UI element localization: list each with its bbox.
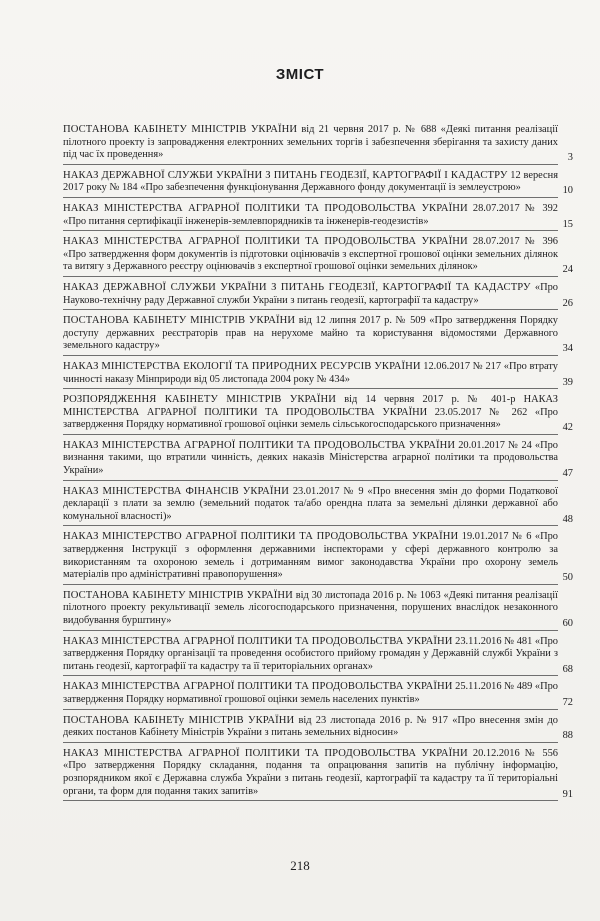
toc-entry-description: «Про Науково-технічну раду Державної служби України з питань геодезії, картографії та кадастру» (63, 281, 558, 306)
toc-entry-text (63, 715, 558, 743)
toc-entry-description: 23.01.2017 № 9 «Про внесення змін до форми Податкової декларації з плати за землю (земельний податок та/або орендна плата за земельні ділянки державної або комунальної власності)» (63, 485, 558, 522)
toc-entry-description: 20.01.2017 № 24 «Про визнання такими, що втратили чинність, деяких наказів Міністерства аграрної політики та продовольства України» (63, 439, 559, 477)
toc-entry-page-number: 91 (562, 788, 573, 800)
toc-entry (63, 236, 573, 277)
toc-entry-page-number: 50 (562, 572, 573, 584)
toc-entry-page-number: 42 (562, 422, 573, 434)
toc-entry-text (63, 636, 558, 677)
toc-entry-text (63, 681, 558, 709)
toc-entry-description: 12 вересня 2017 року № 184 «Про забезпечення функціонування Державного фонду документації із землеустрою» (63, 169, 558, 194)
toc-entry (63, 170, 573, 198)
toc-entry-text (63, 440, 558, 481)
toc-entry (63, 203, 573, 231)
toc-entry (63, 124, 573, 165)
toc-entry-heading: ПОСТАНОВА КАБІНЕТУ МІНІСТРІВ УКРАЇНИ (63, 315, 296, 327)
toc-entry-heading: ПОСТАНОВА КАБІНЕТу МІНІСТРІВ УКРАЇНИ (63, 714, 295, 726)
toc-entry-page-number: 34 (562, 343, 573, 355)
toc-entry-heading: НАКАЗ МІНІСТЕРСТВА АГРАРНОЇ ПОЛІТИКИ ТА ПРОДОВОЛЬСТВА УКРАЇНИ (63, 747, 468, 759)
toc-entry (63, 440, 573, 481)
toc-entry-heading: НАКАЗ МІНІСТЕРСТВА АГРАРНОЇ ПОЛІТИКИ ТА ПРОДОВОЛЬСТВА УКРАЇНИ (63, 439, 456, 451)
toc-entry-page-number: 10 (562, 185, 573, 197)
toc-entry-heading: НАКАЗ МІНІСТЕРСТВА ЕКОЛОГІЇ ТА ПРИРОДНИХ РЕСУРСІВ УКРАЇНИ (63, 360, 421, 372)
toc-entry-page-number: 47 (562, 468, 573, 480)
toc-entry-text (63, 361, 558, 389)
toc-entry-description: 20.12.2016 № 556 «Про затвердження Порядку складання, подання та опрацювання запитів на публічну інформацію, розпорядником якої є Державна служба України з питань геодезії, картографії та кадастру та її територіальні органи, та форм для подання таких запитів» (63, 747, 558, 797)
toc-entry-page-number: 39 (562, 376, 573, 388)
toc-entry-page-number: 48 (562, 513, 573, 525)
toc-entry-text (63, 282, 558, 310)
toc-entry-description: 12.06.2017 № 217 «Про втрату чинності наказу Мінприроди від 05 листопада 2004 року № 434» (63, 360, 558, 385)
toc-entry (63, 315, 573, 356)
toc-entry-description: 23.11.2016 № 481 «Про затвердження Порядку організації та проведення особистого прийому громадян у Державній службі України з питань геодезії, картографії та кадастру та її територіальних органах» (63, 635, 558, 672)
toc-entry-heading: РОЗПОРЯДЖЕННЯ КАБІНЕТУ МІНІСТРІВ УКРАЇНИ (63, 394, 336, 406)
toc-entry-heading: НАКАЗ МІНІСТЕРСТВА ФІНАНСІВ УКРАЇНИ (63, 485, 290, 497)
table-of-contents (63, 124, 573, 806)
toc-entry-page-number: 15 (562, 218, 573, 230)
toc-entry (63, 636, 573, 677)
toc-entry (63, 748, 573, 801)
page-title: ЗМІСТ (275, 66, 325, 83)
toc-entry-description: від 30 листопада 2016 р. № 1063 «Деякі питання реалізації пілотного проекту рекультивації земель лісогосподарського призначення, порушених внаслідок незаконного видобування бурштину» (63, 589, 559, 626)
toc-entry-text (63, 394, 558, 435)
toc-entry (63, 531, 573, 584)
toc-entry (63, 681, 573, 709)
toc-entry-heading: НАКАЗ МІНІСТЕРСТВО АГРАРНОЇ ПОЛІТИКИ ТА ПРОДОВОЛЬСТВА УКРАЇНИ (63, 531, 459, 543)
toc-entry-description: від 14 червня 2017 р. № 401-р НАКАЗ МІНІСТЕРСТВА АГРАРНОЇ ПОЛІТИКИ ТА ПРОДОВОЛЬСТВА УКРАЇНИ 23.05.2017 № 262 «Про затвердження Порядку нормативної грошової оцінки земель сільськогосподарського призначення» (63, 394, 558, 431)
toc-entry-text (63, 203, 558, 231)
toc-entry-description: 28.07.2017 № 392 «Про питання сертифікації інженерів-землевпорядників та інженерів-геодезистів» (63, 202, 558, 227)
toc-entry-page-number: 68 (562, 663, 573, 675)
toc-entry-text (63, 124, 558, 165)
toc-entry (63, 282, 573, 310)
toc-entry-description: від 21 червня 2017 р. № 688 «Деякі питання реалізації пілотного проекту із запровадження електронних земельних торгів і забезпечення зберігання та захисту даних під час їх проведення» (63, 124, 558, 161)
toc-entry-description: від 23 листопада 2016 р. № 917 «Про внесення змін до деяких постанов Кабінету Міністрів України з питань земельних відносин» (63, 714, 558, 739)
toc-entry-text (63, 748, 558, 801)
toc-entry-heading: НАКАЗ МІНІСТЕРСТВА АГРАРНОЇ ПОЛІТИКИ ТА ПРОДОВОЛЬСТВА УКРАЇНИ (63, 202, 468, 214)
toc-entry-description: 19.01.2017 № 6 «Про затвердження Інструкції з оформлення державними інспекторами у сфері державного контролю за використанням та охороною земель і дотриманням вимог законодавства України про охорону земель матеріалів про адміністративні правопорушення» (63, 531, 558, 581)
page-number: 218 (290, 858, 310, 873)
toc-entry-text (63, 531, 558, 584)
toc-entry-description: 28.07.2017 № 396 «Про затвердження форм документів із підготовки оцінювачів з експертної грошової оцінки земельних ділянок та витягу з Державного реєстру оцінювачів з експертної грошової оцінки земельних ділянок» (63, 236, 558, 273)
toc-entry-heading: НАКАЗ ДЕРЖАВНОЇ СЛУЖБИ УКРАЇНИ З ПИТАНЬ ГЕОДЕЗІЇ, КАРТОГРАФІЇ ТА КАДАСТРУ (63, 281, 531, 293)
toc-entry-page-number: 72 (562, 696, 573, 708)
toc-entry-heading: ПОСТАНОВА КАБІНЕТУ МІНІСТРІВ УКРАЇНИ (63, 589, 293, 601)
toc-entry-page-number: 26 (562, 297, 573, 309)
toc-entry-page-number: 60 (562, 618, 573, 629)
toc-entry-text (63, 315, 558, 356)
toc-entry-text (63, 486, 558, 527)
toc-entry-heading: НАКАЗ ДЕРЖАВНОЇ СЛУЖБИ УКРАЇНИ З ПИТАНЬ ГЕОДЕЗІЇ, КАРТОГРАФІЇ І КАДАСТРУ (63, 169, 508, 181)
toc-entry-description: від 12 липня 2017 р. № 509 «Про затвердження Порядку доступу державних реєстраторів прав на нерухоме майно та користування відомостями Державного земельного кадастру» (63, 315, 558, 352)
toc-entry-page-number: 88 (562, 730, 573, 742)
toc-entry-text (63, 170, 558, 198)
toc-entry-text (63, 236, 558, 277)
toc-entry-heading: НАКАЗ МІНІСТЕРСТВА АГРАРНОЇ ПОЛІТИКИ ТА ПРОДОВОЛЬСТВА УКРАЇНИ (63, 681, 453, 693)
toc-entry-heading: НАКАЗ МІНІСТЕРСТВА АГРАРНОЇ ПОЛІТИКИ ТА ПРОДОВОЛЬСТВА УКРАЇНИ (63, 236, 468, 248)
toc-entry-page-number: 3 (567, 152, 573, 164)
toc-entry (63, 394, 573, 435)
toc-entry (63, 590, 573, 631)
toc-entry-description: 25.11.2016 № 489 «Про затвердження Порядку нормативної грошової оцінки земель населених пунктів» (63, 681, 558, 705)
toc-entry (63, 361, 573, 389)
toc-entry-page-number: 24 (562, 264, 573, 276)
toc-entry (63, 715, 573, 743)
toc-entry (63, 486, 573, 527)
toc-entry-heading: НАКАЗ МІНІСТЕРСТВА АГРАРНОЇ ПОЛІТИКИ ТА ПРОДОВОЛЬСТВА УКРАЇНИ (63, 635, 453, 647)
toc-entry-heading: ПОСТАНОВА КАБІНЕТУ МІНІСТРІВ УКРАЇНИ (63, 124, 298, 135)
toc-entry-text (63, 590, 558, 631)
